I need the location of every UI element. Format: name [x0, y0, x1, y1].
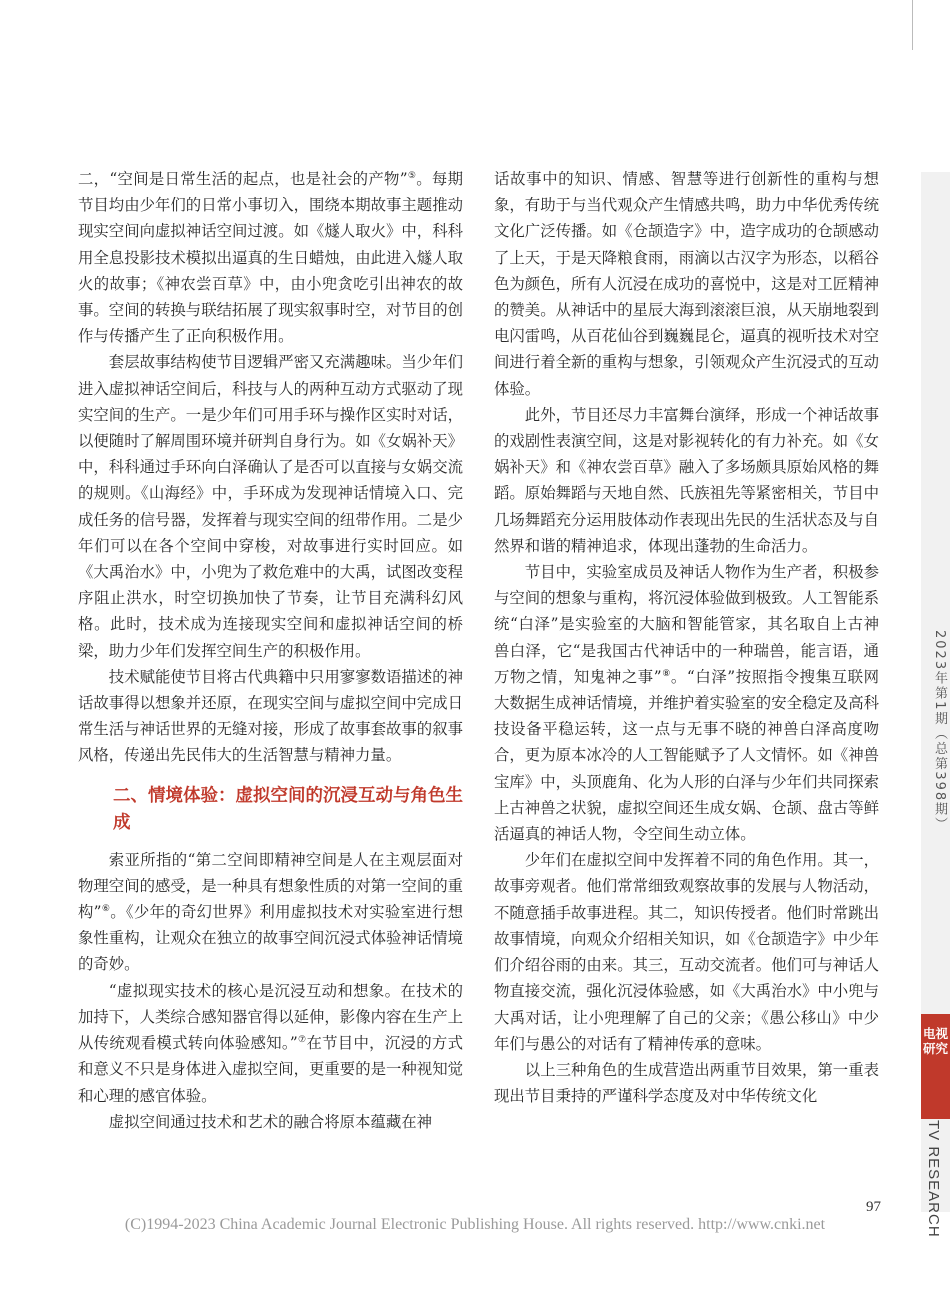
copyright-footer: (C)1994-2023 China Academic Journal Electronic Publishing House. All rights reserved. http://www.cnki.net	[124, 1216, 826, 1233]
page-number: 97	[866, 1199, 881, 1215]
paragraph: 虚拟空间通过技术和艺术的融合将原本蕴藏在神	[108, 1112, 433, 1131]
paragraph: 此外，节目还尽力丰富舞台演绎，形成一个神话故事的戏剧性表演空间，这是对影视转化的有力补充。如《女娲补天》和《神农尝百草》融入了多场颇具原始风格的舞蹈。原始舞蹈与天地自然、氏族祖先等紧密相关，节目中几场舞蹈充分运用肢体动作表现出先民的生活状态及与自然界和谐的精神追求，体现出蓬勃的生命活力。	[494, 405, 879, 555]
footnote-ref: ⑧	[661, 668, 671, 679]
journal-tag: 电视研究	[921, 1014, 950, 1119]
issue-label: 2023年第1期（总第398期）	[932, 630, 947, 833]
right-column	[494, 166, 879, 1109]
footnote-ref: ⑤	[407, 171, 417, 181]
paragraph: 以上三种角色的生成营造出两重节目效果，第一重表现出节目秉持的严谨科学态度及对中华传统文化	[494, 1060, 879, 1106]
top-rule	[912, 0, 913, 50]
paragraph: 话故事中的知识、情感、智慧等进行创新性的重构与想象，有助于与当代观众产生情感共鸣，助力中华优秀传统文化广泛传播。如《仓颉造字》中，造字成功的仓颉感动了上天，于是天降粮食雨，雨滴以古汉字为形态，以稻谷色为颜色，所有人沉浸在成功的喜悦中，这是对工匠精神的赞美。从神话中的星辰大海到滚滚巨浪，从天崩地裂到电闪雷鸣，从百花仙谷到巍巍昆仑，逼真的视听技术对空间进行着全新的重构与想象，引领观众产生沉浸式的互动体验。	[494, 170, 879, 398]
paragraph: 少年们在虚拟空间中发挥着不同的角色作用。其一，故事旁观者。他们常常细致观察故事的发展与人物活动，不随意插手故事进程。其二，知识传授者。他们时常跳出故事情境，向观众介绍相关知识，如《仓颉造字》中少年们介绍谷雨的由来。其三，互动交流者。他们可与神话人物直接交流，强化沉浸体验感，如《大禹治水》中小兜与大禹对话，让小兜理解了自己的父亲；《愚公移山》中少年们与愚公的对话有了精神传承的意味。	[494, 851, 879, 1053]
paragraph: 索亚所指的“第二空间即精神空间是人在主观层面对物理空间的感受，是一种具有想象性质的对第一空间的重构”⑥。《少年的奇幻世界》利用虚拟技术对实验室进行想象性重构，让观众在独立的故事空间沉浸式体验神话情境的奇妙。	[78, 850, 463, 974]
footnote-ref: ⑥	[101, 904, 111, 915]
journal-english-name: TV RESEARCH	[925, 1120, 942, 1238]
paragraph: “虚拟现实技术的核心是沉浸互动和想象。在技术的加持下，人类综合感知器官得以延伸，影像内容在生产上从传统观看模式转向体验感知。”⑦在节目中，沉浸的方式和意义不只是身体进入虚拟空间，更重要的是一种视知觉和心理的感官体验。	[78, 981, 463, 1105]
paragraph: 二，“空间是日常生活的起点，也是社会的产物”⑤。每期节目均由少年们的日常小事切入，围绕本期故事主题推动现实空间向虚拟神话空间过渡。如《燧人取火》中，科科用全息投影技术模拟出逼真的生日蜡烛，由此进入燧人取火的故事；《神农尝百草》中，由小兜贪吃引出神农的故事。空间的转换与联结拓展了现实叙事时空，对节目的创作与传播产生了正向积极作用。	[78, 170, 463, 346]
left-column	[78, 166, 463, 1135]
footnote-ref: ⑦	[297, 1035, 307, 1046]
paragraph: 节目中，实验室成员及神话人物作为生产者，积极参与空间的想象与重构，将沉浸体验做到极致。人工智能系统“白泽”是实验室的大脑和智能管家，其名取自上古神兽白泽，它“是我国古代神话中的一种瑞兽，能言语，通万物之情，知鬼神之事”⑧。“白泽”按照指令搜集互联网大数据生成神话情境，并维护着实验室的安全稳定及高科技设备平稳运转，这一点与无事不晓的神兽白泽高度吻合，更为原本冰冷的人工智能赋予了人文情怀。如《神兽宝库》中，头顶鹿角、化为人形的白泽与少年们共同探索上古神兽之状貌，虚拟空间还生成女娲、仓颉、盘古等鲜活逼真的神话人物，令空间生动立体。	[494, 563, 879, 844]
section-heading: 二、情境体验：虚拟空间的沉浸互动与角色生成	[113, 785, 463, 833]
paragraph: 技术赋能使节目将古代典籍中只用寥寥数语描述的神话故事得以想象并还原，在现实空间与虚拟空间中完成日常生活与神话世界的无缝对接，形成了故事套故事的叙事风格，传递出先民伟大的生活智慧与精神力量。	[78, 667, 463, 765]
paragraph: 套层故事结构使节目逻辑严密又充满趣味。当少年们进入虚拟神话空间后，科技与人的两种互动方式驱动了现实空间的生产。一是少年们可用手环与操作区实时对话，以便随时了解周围环境并研判自身行为。如《女娲补天》中，科科通过手环向白泽确认了是否可以直接与女娲交流的规则。《山海经》中，手环成为发现神话情境入口、完成任务的信号器，发挥着与现实空间的纽带作用。二是少年们可以在各个空间中穿梭，对故事进行实时回应。如《大禹治水》中，小兜为了救危难中的大禹，试图改变程序阻止洪水，时空切换加快了节奏，让节目充满科幻风格。此时，技术成为连接现实空间和虚拟神话空间的桥梁，助力少年们发挥空间生产的积极作用。	[78, 353, 463, 660]
